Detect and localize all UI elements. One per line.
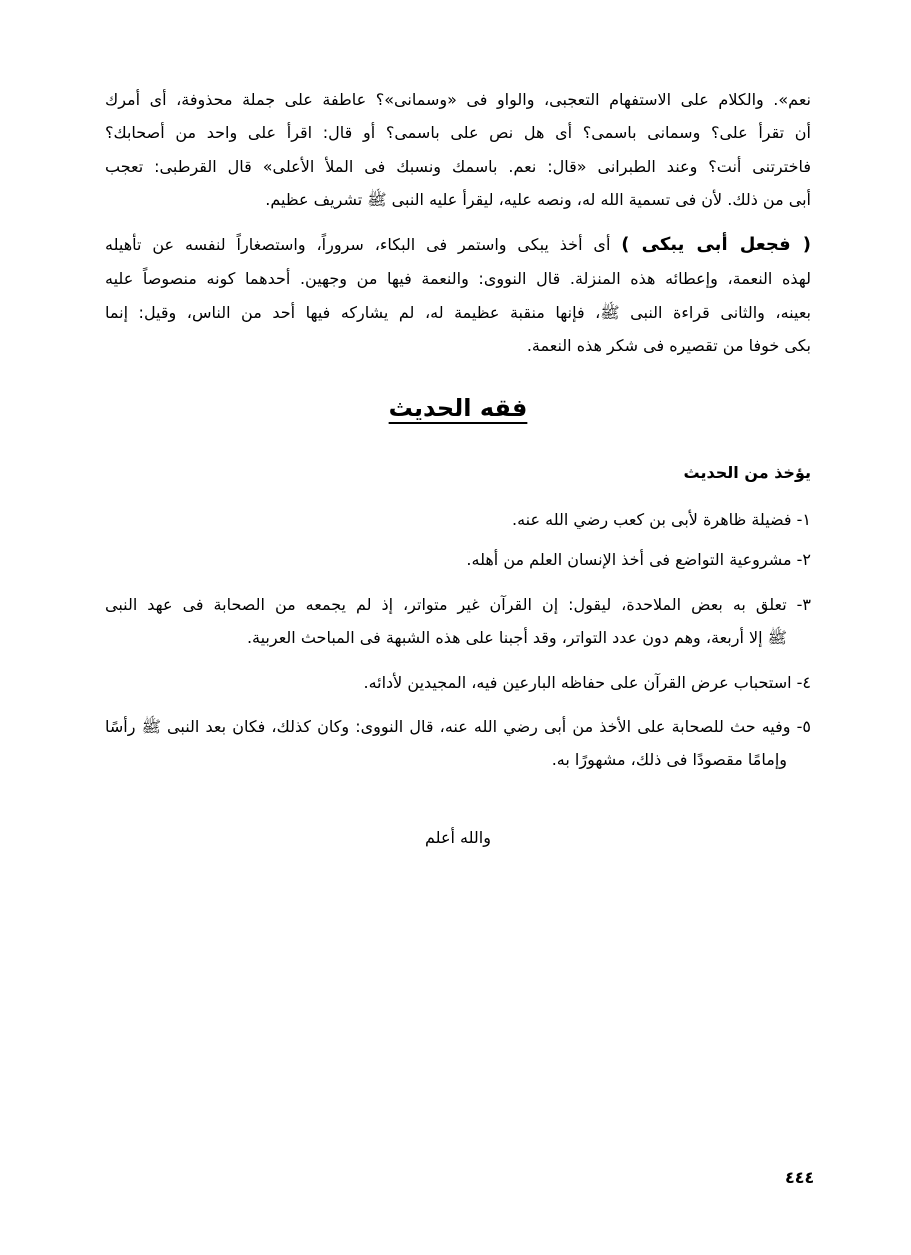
point-4: ٤- استحباب عرض القرآن على حفاظه البارعين فيه، المجيدين لأدائه. xyxy=(363,673,811,692)
paragraph2-line: لهذه النعمة، وإعطائه هذه المنزلة. قال النووى: والنعمة فيها من وجهين. أحدهما كونه منصوصاً عليه xyxy=(105,269,811,288)
paragraph1-line: أبى من ذلك. لأن فى تسمية الله له، ونصه عليه، ليقرأ عليه النبى ﷺ تشريف عظيم. xyxy=(265,190,811,209)
hadith-quote: ( فجعل أبى يبكى ) xyxy=(621,234,811,255)
point-3-continued: ﷺ إلا أربعة، وهم دون عدد التواتر، وقد أجبنا على هذه الشبهة فى المباحث العربية. xyxy=(246,628,787,647)
page-number: ٤٤٤ xyxy=(785,1168,815,1187)
point-5: ٥- وفيه حث للصحابة على الأخذ من أبى رضي الله عنه، قال النووى: وكان كذلك، فكان بعد النبى ﷺ رأسًا xyxy=(105,717,811,736)
paragraph2-line: بكى خوفا من تقصيره فى شكر هذه النعمة. xyxy=(526,336,811,355)
section-heading: فقه الحديث xyxy=(388,394,528,422)
paragraph2-line: بعينه، والثانى قراءة النبى ﷺ، فإنها منقبة عظيمة له، لم يشاركه فيها أحد من الناس، وقيل: إنما xyxy=(105,303,811,322)
paragraph1-line: فاخترتنى أنت؟ وعند الطبرانى «قال: نعم. باسمك ونسبك فى الملأ الأعلى» قال القرطبى: تعجب xyxy=(105,157,811,176)
point-2: ٢- مشروعية التواضع فى أخذ الإنسان العلم من أهله. xyxy=(466,550,811,569)
point-3: ٣- تعلق به بعض الملاحدة، ليقول: إن القرآن غير متواتر، إذ لم يجمعه من الصحابة فى عهد النبى xyxy=(105,595,811,614)
paragraph2-first-line xyxy=(105,233,811,257)
paragraph1-line: أن تقرأ على؟ وسمانى باسمى؟ أى هل نص على باسمى؟ أو قال: اقرأ على واحد من أصحابك؟ xyxy=(105,123,811,142)
closing-phrase: والله أعلم xyxy=(425,828,491,847)
subheading: يؤخذ من الحديث xyxy=(683,463,811,482)
point-1: ١- فضيلة ظاهرة لأبى بن كعب رضي الله عنه. xyxy=(511,510,811,529)
point-5-continued: وإمامًا مقصودًا فى ذلك، مشهورًا به. xyxy=(551,750,787,769)
paragraph1-line: نعم». والكلام على الاستفهام التعجبى، والواو فى «وسمانى»؟ عاطفة على جملة محذوفة، أى أمرك xyxy=(105,90,811,109)
paragraph2-text: أى أخذ يبكى واستمر فى البكاء، سروراً، واستصغاراً لنفسه عن تأهيله xyxy=(105,235,611,254)
